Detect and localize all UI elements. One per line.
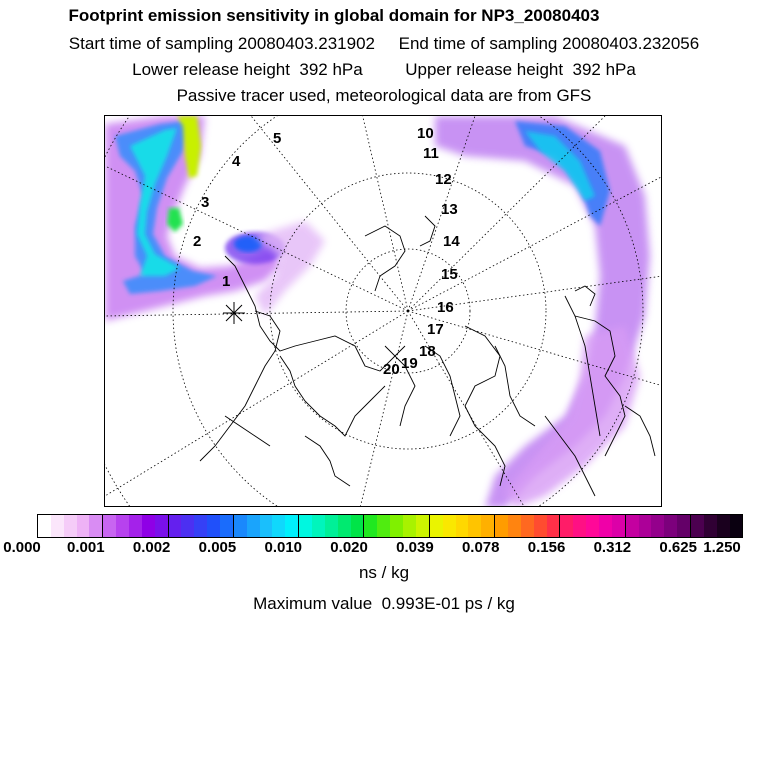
plume-blob-core <box>234 236 262 252</box>
trajectory-label: 14 <box>443 233 460 250</box>
colorbar-cell <box>677 515 691 537</box>
trajectory-label: 15 <box>441 266 458 283</box>
colorbar-tick-label: 0.039 <box>396 539 434 556</box>
colorbar-cell <box>573 515 586 537</box>
upper-height-label: Upper release height 392 hPa <box>405 60 636 79</box>
colorbar-cell <box>730 515 743 537</box>
release-height-line <box>0 60 768 80</box>
colorbar-tick-label: 0.078 <box>461 539 500 556</box>
trajectory-label: 10 <box>417 125 434 142</box>
colorbar-cell <box>207 515 220 537</box>
colorbar-cell <box>116 515 129 537</box>
colorbar-cell <box>77 515 90 537</box>
asterisk-icon <box>223 302 245 324</box>
colorbar-cell <box>416 515 430 537</box>
colorbar-cell <box>651 515 664 537</box>
chart-title: Footprint emission sensitivity in global domain for NP3_20080403 <box>68 6 600 25</box>
colorbar-cell <box>351 515 365 537</box>
trajectory-label: 13 <box>441 201 458 218</box>
colorbar-cell <box>325 515 338 537</box>
colorbar-tick-label: 0.000 <box>3 539 41 556</box>
colorbar-cell <box>547 515 561 537</box>
colorbar-cell <box>260 515 273 537</box>
colorbar-cell <box>534 515 547 537</box>
colorbar-cell <box>456 515 469 537</box>
sampling-time-line <box>0 34 768 54</box>
colorbar-cell <box>181 515 194 537</box>
colorbar-cell <box>717 515 730 537</box>
trajectory-label: 18 <box>419 343 436 360</box>
colorbar-cell <box>704 515 717 537</box>
colorbar-cell <box>468 515 481 537</box>
colorbar <box>37 514 743 538</box>
colorbar-cell <box>664 515 677 537</box>
colorbar-tick-label: 0.002 <box>132 539 171 556</box>
colorbar-cell <box>495 515 508 537</box>
colorbar-cell <box>586 515 599 537</box>
start-time-label: Start time of sampling 20080403.231902 <box>68 34 376 53</box>
trajectory-label: 1 <box>222 273 231 290</box>
tracer-info-line: Passive tracer used, meteorological data are from GFS <box>176 86 592 105</box>
colorbar-cell <box>220 515 234 537</box>
colorbar-cell <box>521 515 534 537</box>
end-time-label: End time of sampling 20080403.232056 <box>398 34 700 53</box>
colorbar-cell <box>508 515 521 537</box>
colorbar-cell <box>299 515 312 537</box>
colorbar-tick-label: 0.020 <box>330 539 368 556</box>
colorbar-tick-labels <box>0 539 768 559</box>
colorbar-tick-label: 0.005 <box>198 539 237 556</box>
trajectory-label: 4 <box>232 153 241 170</box>
colorbar-cell <box>64 515 77 537</box>
colorbar-cell <box>377 515 390 537</box>
trajectory-label: 5 <box>273 130 282 147</box>
trajectory-label: 19 <box>401 355 418 372</box>
colorbar-cell <box>142 515 155 537</box>
sensitivity-field <box>105 116 650 507</box>
colorbar-cell <box>430 515 443 537</box>
colorbar-cell <box>103 515 116 537</box>
colorbar-tick-label: 1.250 <box>703 539 741 556</box>
colorbar-cell <box>338 515 351 537</box>
trajectory-label: 11 <box>423 145 439 162</box>
maximum-value-label: Maximum value 0.993E-01 ps / kg <box>253 594 515 613</box>
colorbar-tick-label: 0.010 <box>264 539 303 556</box>
colorbar-cell <box>312 515 325 537</box>
colorbar-cell <box>155 515 169 537</box>
colorbar-cell <box>272 515 285 537</box>
colorbar-tick-label: 0.001 <box>67 539 105 556</box>
colorbar-cell <box>194 515 207 537</box>
map-panel <box>104 115 662 507</box>
colorbar-tick-label: 0.625 <box>659 539 697 556</box>
colorbar-cell <box>234 515 247 537</box>
trajectory-label: 20 <box>383 361 400 378</box>
trajectory-label: 2 <box>193 233 202 250</box>
colorbar-tick-label: 0.312 <box>593 539 632 556</box>
colorbar-cell <box>364 515 377 537</box>
trajectory-label: 3 <box>201 194 210 211</box>
colorbar-cell <box>443 515 456 537</box>
plume-right-lower <box>505 326 640 507</box>
colorbar-cell <box>247 515 260 537</box>
colorbar-cell <box>51 515 64 537</box>
colorbar-cell <box>285 515 299 537</box>
lower-height-label: Lower release height 392 hPa <box>132 60 363 79</box>
polar-map <box>105 116 662 507</box>
colorbar-tick-label: 0.156 <box>527 539 566 556</box>
colorbar-cell <box>626 515 639 537</box>
colorbar-cell <box>403 515 416 537</box>
colorbar-cell <box>481 515 495 537</box>
colorbar-cell <box>639 515 652 537</box>
trajectory-label: 12 <box>435 171 452 188</box>
colorbar-cell <box>560 515 573 537</box>
colorbar-cell <box>89 515 103 537</box>
colorbar-cell <box>169 515 182 537</box>
trajectory-label: 16 <box>437 299 454 316</box>
colorbar-cell <box>38 515 51 537</box>
colorbar-cell <box>129 515 142 537</box>
trajectory-label: 17 <box>427 321 444 338</box>
colorbar-cell <box>691 515 704 537</box>
colorbar-cell <box>390 515 403 537</box>
unit-label: ns / kg <box>358 563 410 582</box>
colorbar-cell <box>612 515 626 537</box>
colorbar-cell <box>599 515 612 537</box>
